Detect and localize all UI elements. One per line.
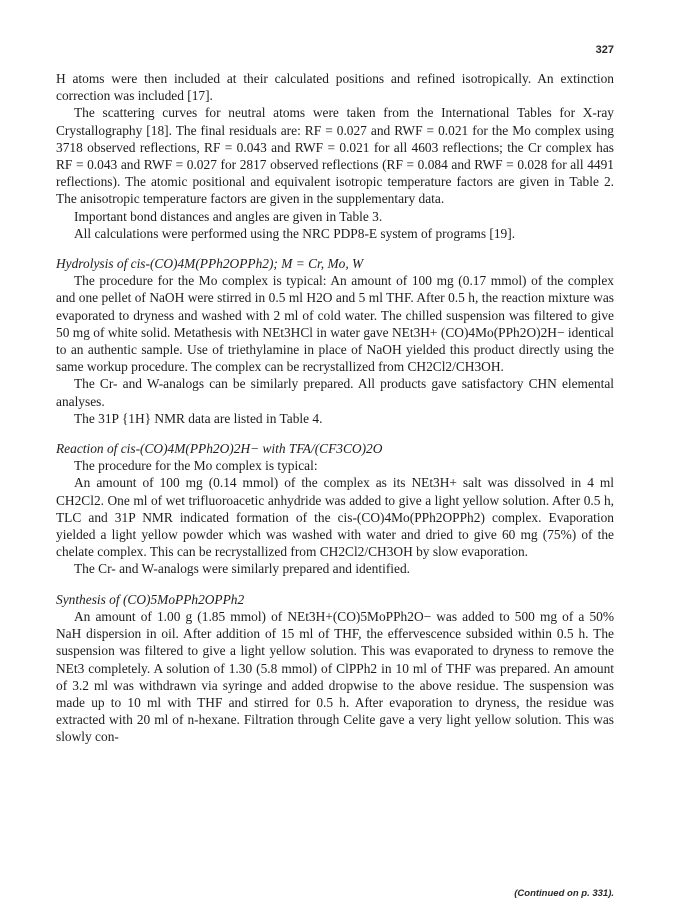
journal-page [56, 0, 614, 912]
paragraph-analogs: The Cr- and W-analogs can be similarly prepared. All products gave satisfactory CHN elemental analyses. [56, 376, 614, 409]
section-heading-synthesis: Synthesis of (CO)5MoPPh2OPPh2 [56, 591, 245, 607]
paragraph-residuals: The scattering curves for neutral atoms were taken from the International Tables for X-ray Crystallography [18]. The final residuals are: RF = 0.027 and RWF = 0.021 for the Mo complex using 3718 observed reflections, RF = 0.043 and RWF = 0.021 for all 4603 reflections; the Cr complex has RF = 0.043 and RWF = 0.027 for 2817 observed reflections (RF = 0.084 and RWF = 0.028 for all 4491 reflections). The atomic positional and equivalent isotropic temperature factors are given in Table 2. The anisotropic temperature factors are given in the supplementary data. [56, 105, 614, 207]
paragraph-calculations: All calculations were performed using the NRC PDP8-E system of programs [19]. [74, 225, 516, 241]
paragraph-reaction-analogs: The Cr- and W-analogs were similarly prepared and identified. [74, 561, 410, 577]
paragraph-bond-distances: Important bond distances and angles are given in Table 3. [74, 208, 383, 224]
page-number: 327 [595, 44, 614, 56]
paragraph-reaction-procedure: An amount of 100 mg (0.14 mmol) of the complex as its NEt3H+ salt was dissolved in 4 ml CH2Cl2. One ml of wet trifluoroacetic anhydride was added to give a light yellow solution. After 0.5 h, TLC and 31P NMR indicated formation of the cis-(CO)4Mo(PPh2OPPh2) complex. Evaporation yielded a light yellow powder which was washed with water and dried to give 60 mg (75%) of the chelate complex. This can be recrystallized from CH2Cl2/CH3OH by slow evaporation. [56, 475, 614, 560]
section-heading-hydrolysis: Hydrolysis of cis-(CO)4M(PPh2OPPh2); M = Cr, Mo, W [56, 256, 364, 272]
section-heading-reaction: Reaction of cis-(CO)4M(PPh2O)2H− with TFA/(CF3CO)2O [56, 441, 383, 457]
article-body [56, 70, 614, 746]
paragraph-reaction-typical: The procedure for the Mo complex is typical: [74, 458, 318, 474]
paragraph-hydrolysis-procedure: The procedure for the Mo complex is typical: An amount of 100 mg (0.17 mmol) of the complex and one pellet of NaOH were stirred in 0.5 ml H2O and 5 ml THF. After 0.5 h, the reaction mixture was evaporated to dryness and washed with 2 ml of cold water. The chilled suspension was filtered to give 50 mg of white solid. Metathesis with NEt3HCl in water gave NEt3H+ (CO)4Mo(PPh2O)2H− identical to an authentic sample. Use of triethylamine in place of NaOH yielded this product directly using the same workup procedure. The complex can be recrystallized from CH2Cl2/CH3OH. [56, 273, 614, 375]
continued-note: (Continued on p. 331). [514, 888, 614, 899]
paragraph-synthesis-procedure: An amount of 1.00 g (1.85 mmol) of NEt3H+(CO)5MoPPh2O− was added to 500 mg of a 50% NaH dispersion in oil. After addition of 15 ml of THF, the effervescence subsided within 0.5 h. The suspension was filtered to give a light yellow solution. This was evaporated to dryness to remove the NEt3 completely. A solution of 1.30 (5.8 mmol) of ClPPh2 in 10 ml of THF was prepared. An amount of 3.2 ml was withdrawn via syringe and added dropwise to the above residue. The suspension was made up to 10 ml with THF and stirred for 0.5 h. After evaporation to dryness, the residue was extracted with 20 ml of n-hexane. Filtration through Celite gave a very light yellow solution. This was slowly con- [56, 608, 614, 745]
paragraph-refinement: H atoms were then included at their calculated positions and refined isotropically. An extinction correction was included [17]. [56, 71, 614, 104]
paragraph-nmr-data: The 31P {1H} NMR data are listed in Table 4. [74, 410, 323, 426]
